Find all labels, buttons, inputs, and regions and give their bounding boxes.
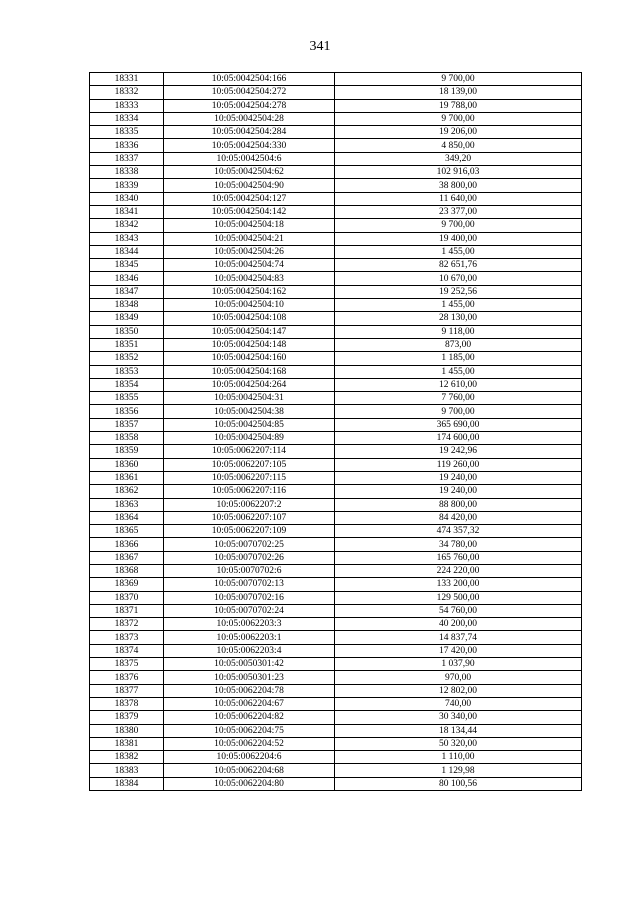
cadastral-number-cell: 10:05:0042504:162 bbox=[164, 285, 335, 298]
value-cell: 129 500,00 bbox=[335, 591, 582, 604]
row-number-cell: 18332 bbox=[90, 86, 164, 99]
table-row bbox=[90, 458, 582, 471]
cadastral-number-cell: 10:05:0070702:24 bbox=[164, 604, 335, 617]
row-number-cell: 18381 bbox=[90, 737, 164, 750]
value-cell: 14 837,74 bbox=[335, 631, 582, 644]
cadastral-number-cell: 10:05:0062203:3 bbox=[164, 618, 335, 631]
row-number-cell: 18334 bbox=[90, 112, 164, 125]
cadastral-number-cell: 10:05:0062207:114 bbox=[164, 445, 335, 458]
value-cell: 1 110,00 bbox=[335, 751, 582, 764]
row-number-cell: 18384 bbox=[90, 777, 164, 790]
table-row bbox=[90, 312, 582, 325]
table-row bbox=[90, 471, 582, 484]
table-row bbox=[90, 764, 582, 777]
row-number-cell: 18358 bbox=[90, 432, 164, 445]
row-number-cell: 18359 bbox=[90, 445, 164, 458]
table-row bbox=[90, 591, 582, 604]
table-row bbox=[90, 86, 582, 99]
row-number-cell: 18350 bbox=[90, 325, 164, 338]
cadastral-number-cell: 10:05:0042504:127 bbox=[164, 192, 335, 205]
cadastral-number-cell: 10:05:0062204:78 bbox=[164, 684, 335, 697]
cadastral-number-cell: 10:05:0062207:2 bbox=[164, 498, 335, 511]
value-cell: 54 760,00 bbox=[335, 604, 582, 617]
cadastral-number-cell: 10:05:0062207:105 bbox=[164, 458, 335, 471]
cadastral-number-cell: 10:05:0062207:107 bbox=[164, 511, 335, 524]
value-cell: 1 037,90 bbox=[335, 658, 582, 671]
value-cell: 82 651,76 bbox=[335, 259, 582, 272]
table-row bbox=[90, 338, 582, 351]
table-row bbox=[90, 259, 582, 272]
row-number-cell: 18372 bbox=[90, 618, 164, 631]
cadastral-number-cell: 10:05:0042504:83 bbox=[164, 272, 335, 285]
cadastral-number-cell: 10:05:0062204:80 bbox=[164, 777, 335, 790]
table-row bbox=[90, 578, 582, 591]
value-cell: 873,00 bbox=[335, 338, 582, 351]
row-number-cell: 18360 bbox=[90, 458, 164, 471]
row-number-cell: 18336 bbox=[90, 139, 164, 152]
value-cell: 28 130,00 bbox=[335, 312, 582, 325]
value-cell: 19 252,56 bbox=[335, 285, 582, 298]
value-cell: 38 800,00 bbox=[335, 179, 582, 192]
table-row bbox=[90, 126, 582, 139]
table-row bbox=[90, 511, 582, 524]
value-cell: 19 240,00 bbox=[335, 485, 582, 498]
table-row bbox=[90, 684, 582, 697]
cadastral-number-cell: 10:05:0042504:272 bbox=[164, 86, 335, 99]
cadastral-number-cell: 10:05:0062204:52 bbox=[164, 737, 335, 750]
value-cell: 349,20 bbox=[335, 152, 582, 165]
row-number-cell: 18348 bbox=[90, 299, 164, 312]
cadastral-number-cell: 10:05:0062207:109 bbox=[164, 525, 335, 538]
row-number-cell: 18349 bbox=[90, 312, 164, 325]
value-cell: 18 139,00 bbox=[335, 86, 582, 99]
table-row bbox=[90, 166, 582, 179]
row-number-cell: 18333 bbox=[90, 99, 164, 112]
value-cell: 1 185,00 bbox=[335, 352, 582, 365]
row-number-cell: 18340 bbox=[90, 192, 164, 205]
row-number-cell: 18357 bbox=[90, 418, 164, 431]
table-row bbox=[90, 724, 582, 737]
table-row bbox=[90, 631, 582, 644]
value-cell: 10 670,00 bbox=[335, 272, 582, 285]
row-number-cell: 18361 bbox=[90, 471, 164, 484]
row-number-cell: 18380 bbox=[90, 724, 164, 737]
cadastral-number-cell: 10:05:0042504:10 bbox=[164, 299, 335, 312]
row-number-cell: 18339 bbox=[90, 179, 164, 192]
value-cell: 9 700,00 bbox=[335, 405, 582, 418]
cadastral-number-cell: 10:05:0070702:16 bbox=[164, 591, 335, 604]
row-number-cell: 18371 bbox=[90, 604, 164, 617]
value-cell: 9 700,00 bbox=[335, 73, 582, 86]
cadastral-number-cell: 10:05:0050301:23 bbox=[164, 671, 335, 684]
cadastral-number-cell: 10:05:0070702:26 bbox=[164, 551, 335, 564]
value-cell: 12 802,00 bbox=[335, 684, 582, 697]
cadastral-number-cell: 10:05:0042504:26 bbox=[164, 245, 335, 258]
table-row bbox=[90, 352, 582, 365]
cadastral-number-cell: 10:05:0042504:278 bbox=[164, 99, 335, 112]
table-row bbox=[90, 365, 582, 378]
cadastral-number-cell: 10:05:0042504:38 bbox=[164, 405, 335, 418]
row-number-cell: 18382 bbox=[90, 751, 164, 764]
table-row bbox=[90, 671, 582, 684]
table-row bbox=[90, 777, 582, 790]
table-row bbox=[90, 432, 582, 445]
row-number-cell: 18377 bbox=[90, 684, 164, 697]
table-row bbox=[90, 152, 582, 165]
cadastral-number-cell: 10:05:0042504:31 bbox=[164, 392, 335, 405]
value-cell: 19 240,00 bbox=[335, 471, 582, 484]
page-number: 341 bbox=[309, 39, 331, 54]
cadastral-number-cell: 10:05:0042504:330 bbox=[164, 139, 335, 152]
value-cell: 80 100,56 bbox=[335, 777, 582, 790]
value-cell: 7 760,00 bbox=[335, 392, 582, 405]
cadastral-number-cell: 10:05:0042504:6 bbox=[164, 152, 335, 165]
cadastral-number-cell: 10:05:0042504:74 bbox=[164, 259, 335, 272]
table-row bbox=[90, 551, 582, 564]
value-cell: 4 850,00 bbox=[335, 139, 582, 152]
row-number-cell: 18344 bbox=[90, 245, 164, 258]
cadastral-number-cell: 10:05:0062204:75 bbox=[164, 724, 335, 737]
row-number-cell: 18379 bbox=[90, 711, 164, 724]
cadastral-number-cell: 10:05:0042504:21 bbox=[164, 232, 335, 245]
table-row bbox=[90, 538, 582, 551]
table-row bbox=[90, 192, 582, 205]
value-cell: 40 200,00 bbox=[335, 618, 582, 631]
row-number-cell: 18375 bbox=[90, 658, 164, 671]
table-row bbox=[90, 498, 582, 511]
value-cell: 11 640,00 bbox=[335, 192, 582, 205]
table-row bbox=[90, 325, 582, 338]
table-row bbox=[90, 205, 582, 218]
value-cell: 88 800,00 bbox=[335, 498, 582, 511]
table-row bbox=[90, 618, 582, 631]
value-cell: 19 788,00 bbox=[335, 99, 582, 112]
value-cell: 1 455,00 bbox=[335, 365, 582, 378]
value-cell: 19 206,00 bbox=[335, 126, 582, 139]
cadastral-number-cell: 10:05:0042504:89 bbox=[164, 432, 335, 445]
table-row bbox=[90, 112, 582, 125]
records-table bbox=[89, 72, 582, 791]
table-row bbox=[90, 179, 582, 192]
table-row bbox=[90, 232, 582, 245]
value-cell: 102 916,03 bbox=[335, 166, 582, 179]
table-row bbox=[90, 658, 582, 671]
table-row bbox=[90, 285, 582, 298]
table-row bbox=[90, 485, 582, 498]
table-row bbox=[90, 737, 582, 750]
row-number-cell: 18366 bbox=[90, 538, 164, 551]
cadastral-number-cell: 10:05:0042504:148 bbox=[164, 338, 335, 351]
table-row bbox=[90, 139, 582, 152]
cadastral-number-cell: 10:05:0050301:42 bbox=[164, 658, 335, 671]
table-row bbox=[90, 564, 582, 577]
value-cell: 17 420,00 bbox=[335, 644, 582, 657]
value-cell: 50 320,00 bbox=[335, 737, 582, 750]
row-number-cell: 18346 bbox=[90, 272, 164, 285]
row-number-cell: 18370 bbox=[90, 591, 164, 604]
table-row bbox=[90, 405, 582, 418]
value-cell: 224 220,00 bbox=[335, 564, 582, 577]
cadastral-number-cell: 10:05:0042504:90 bbox=[164, 179, 335, 192]
value-cell: 740,00 bbox=[335, 697, 582, 710]
row-number-cell: 18364 bbox=[90, 511, 164, 524]
row-number-cell: 18354 bbox=[90, 378, 164, 391]
row-number-cell: 18362 bbox=[90, 485, 164, 498]
row-number-cell: 18368 bbox=[90, 564, 164, 577]
cadastral-number-cell: 10:05:0042504:62 bbox=[164, 166, 335, 179]
cadastral-number-cell: 10:05:0042504:142 bbox=[164, 205, 335, 218]
row-number-cell: 18376 bbox=[90, 671, 164, 684]
value-cell: 119 260,00 bbox=[335, 458, 582, 471]
cadastral-number-cell: 10:05:0042504:147 bbox=[164, 325, 335, 338]
value-cell: 970,00 bbox=[335, 671, 582, 684]
records-table-body bbox=[90, 73, 582, 791]
value-cell: 19 400,00 bbox=[335, 232, 582, 245]
cadastral-number-cell: 10:05:0042504:168 bbox=[164, 365, 335, 378]
table-row bbox=[90, 711, 582, 724]
row-number-cell: 18378 bbox=[90, 697, 164, 710]
cadastral-number-cell: 10:05:0042504:28 bbox=[164, 112, 335, 125]
value-cell: 23 377,00 bbox=[335, 205, 582, 218]
row-number-cell: 18347 bbox=[90, 285, 164, 298]
value-cell: 133 200,00 bbox=[335, 578, 582, 591]
value-cell: 84 420,00 bbox=[335, 511, 582, 524]
cadastral-number-cell: 10:05:0062204:67 bbox=[164, 697, 335, 710]
row-number-cell: 18367 bbox=[90, 551, 164, 564]
cadastral-number-cell: 10:05:0042504:18 bbox=[164, 219, 335, 232]
cadastral-number-cell: 10:05:0042504:108 bbox=[164, 312, 335, 325]
value-cell: 1 455,00 bbox=[335, 245, 582, 258]
cadastral-number-cell: 10:05:0042504:264 bbox=[164, 378, 335, 391]
row-number-cell: 18342 bbox=[90, 219, 164, 232]
row-number-cell: 18331 bbox=[90, 73, 164, 86]
value-cell: 34 780,00 bbox=[335, 538, 582, 551]
row-number-cell: 18363 bbox=[90, 498, 164, 511]
cadastral-number-cell: 10:05:0062203:1 bbox=[164, 631, 335, 644]
cadastral-number-cell: 10:05:0062204:68 bbox=[164, 764, 335, 777]
table-row bbox=[90, 418, 582, 431]
table-row bbox=[90, 525, 582, 538]
row-number-cell: 18335 bbox=[90, 126, 164, 139]
row-number-cell: 18383 bbox=[90, 764, 164, 777]
table-row bbox=[90, 299, 582, 312]
cadastral-number-cell: 10:05:0062204:6 bbox=[164, 751, 335, 764]
value-cell: 365 690,00 bbox=[335, 418, 582, 431]
table-row bbox=[90, 272, 582, 285]
value-cell: 165 760,00 bbox=[335, 551, 582, 564]
cadastral-number-cell: 10:05:0042504:284 bbox=[164, 126, 335, 139]
row-number-cell: 18337 bbox=[90, 152, 164, 165]
row-number-cell: 18345 bbox=[90, 259, 164, 272]
row-number-cell: 18341 bbox=[90, 205, 164, 218]
value-cell: 1 129,98 bbox=[335, 764, 582, 777]
cadastral-number-cell: 10:05:0062207:116 bbox=[164, 485, 335, 498]
row-number-cell: 18374 bbox=[90, 644, 164, 657]
row-number-cell: 18356 bbox=[90, 405, 164, 418]
row-number-cell: 18355 bbox=[90, 392, 164, 405]
row-number-cell: 18365 bbox=[90, 525, 164, 538]
table-row bbox=[90, 604, 582, 617]
table-row bbox=[90, 697, 582, 710]
row-number-cell: 18338 bbox=[90, 166, 164, 179]
cadastral-number-cell: 10:05:0070702:6 bbox=[164, 564, 335, 577]
cadastral-number-cell: 10:05:0042504:160 bbox=[164, 352, 335, 365]
cadastral-number-cell: 10:05:0070702:25 bbox=[164, 538, 335, 551]
value-cell: 19 242,96 bbox=[335, 445, 582, 458]
value-cell: 1 455,00 bbox=[335, 299, 582, 312]
cadastral-number-cell: 10:05:0042504:166 bbox=[164, 73, 335, 86]
table-row bbox=[90, 219, 582, 232]
row-number-cell: 18369 bbox=[90, 578, 164, 591]
row-number-cell: 18373 bbox=[90, 631, 164, 644]
cadastral-number-cell: 10:05:0062204:82 bbox=[164, 711, 335, 724]
value-cell: 174 600,00 bbox=[335, 432, 582, 445]
row-number-cell: 18353 bbox=[90, 365, 164, 378]
value-cell: 18 134,44 bbox=[335, 724, 582, 737]
table-row bbox=[90, 99, 582, 112]
cadastral-number-cell: 10:05:0042504:85 bbox=[164, 418, 335, 431]
value-cell: 474 357,32 bbox=[335, 525, 582, 538]
value-cell: 9 700,00 bbox=[335, 219, 582, 232]
value-cell: 9 700,00 bbox=[335, 112, 582, 125]
row-number-cell: 18351 bbox=[90, 338, 164, 351]
cadastral-number-cell: 10:05:0062207:115 bbox=[164, 471, 335, 484]
cadastral-number-cell: 10:05:0070702:13 bbox=[164, 578, 335, 591]
table-row bbox=[90, 245, 582, 258]
table-row bbox=[90, 392, 582, 405]
row-number-cell: 18352 bbox=[90, 352, 164, 365]
value-cell: 30 340,00 bbox=[335, 711, 582, 724]
row-number-cell: 18343 bbox=[90, 232, 164, 245]
table-row bbox=[90, 751, 582, 764]
table-row bbox=[90, 73, 582, 86]
value-cell: 12 610,00 bbox=[335, 378, 582, 391]
cadastral-number-cell: 10:05:0062203:4 bbox=[164, 644, 335, 657]
value-cell: 9 118,00 bbox=[335, 325, 582, 338]
table-row bbox=[90, 378, 582, 391]
table-row bbox=[90, 644, 582, 657]
table-row bbox=[90, 445, 582, 458]
